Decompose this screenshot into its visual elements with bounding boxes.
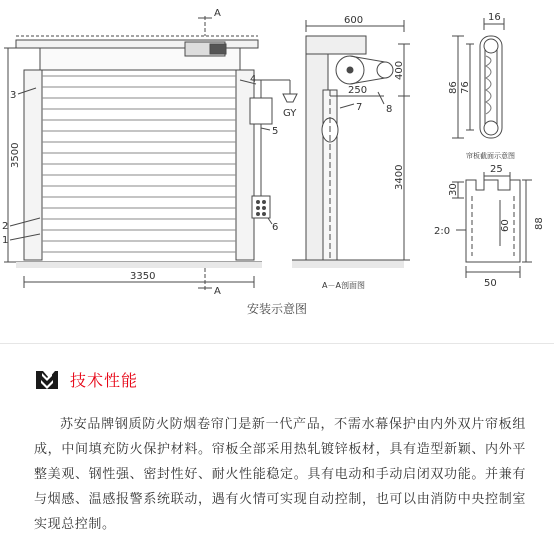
rail-gap-label: 2:0 [434, 226, 451, 237]
slat-profile [452, 18, 504, 138]
front-view [4, 16, 297, 290]
section-mark-top: A [214, 8, 221, 19]
rail-section [466, 180, 520, 262]
double-chevron-down-icon [34, 369, 60, 391]
slat-dim-76: 76 [460, 81, 471, 94]
slat-caption: 帘板截面示意图 [466, 152, 515, 160]
switch-box [252, 196, 270, 218]
section-width-600: 600 [344, 15, 364, 26]
rail-dim-25: 25 [490, 164, 503, 175]
callout-7: 7 [356, 102, 363, 113]
smoke-sensor [283, 94, 297, 102]
section-height-3400: 3400 [394, 164, 405, 190]
section-caption: A－A剖面图 [322, 281, 365, 290]
callout-8: 8 [386, 104, 393, 115]
slat-inner [485, 44, 497, 130]
sprocket [377, 62, 393, 78]
callout-5: 5 [272, 126, 279, 137]
control-box [250, 98, 272, 124]
callout-1: 1 [2, 235, 9, 246]
rail-dim-30: 30 [448, 183, 459, 196]
rail-dim-88: 88 [534, 217, 545, 230]
callout-6: 6 [272, 222, 279, 233]
width-dim-3350: 3350 [130, 271, 156, 282]
callout-4: 4 [250, 74, 257, 85]
curtain-slats [42, 76, 236, 252]
rail-dim-50: 50 [484, 278, 497, 289]
diagram-caption: 安装示意图 [246, 302, 307, 316]
slat-dim-86: 86 [448, 81, 459, 94]
callout-2: 2 [2, 221, 9, 232]
description-paragraph: 苏安品牌钢质防火防烟卷帘门是新一代产品，不需水幕保护由内外双片帘板组成，中间填充防火保护材料。帘板全部采用热轧镀锌板材，具有造型新颖、内外平整美观、钢性强、密封性好、耐火性能稳定。具有电动和手动启闭双功能。并兼有与烟感、温感报警系统联动，遇有火情可实现自动控制，也可以由消防中央控制室实现总控制。 [34, 417, 526, 532]
section-title: 技术性能 [70, 371, 139, 390]
left-column [24, 70, 42, 260]
callout-3: 3 [10, 90, 17, 101]
ceiling-block [306, 36, 366, 54]
gy-label: GY [283, 108, 297, 119]
section-view [292, 20, 410, 268]
guide-rail-profile [452, 172, 532, 278]
height-dim-3500: 3500 [10, 142, 21, 168]
section-mark-bottom: A [214, 286, 221, 297]
section-header [34, 368, 138, 391]
rail-dim-60: 60 [500, 219, 511, 232]
section-offset-250: 250 [348, 85, 368, 96]
section-divider [0, 343, 554, 344]
slat-dim-16: 16 [488, 12, 501, 23]
section-box-400: 400 [394, 60, 405, 80]
